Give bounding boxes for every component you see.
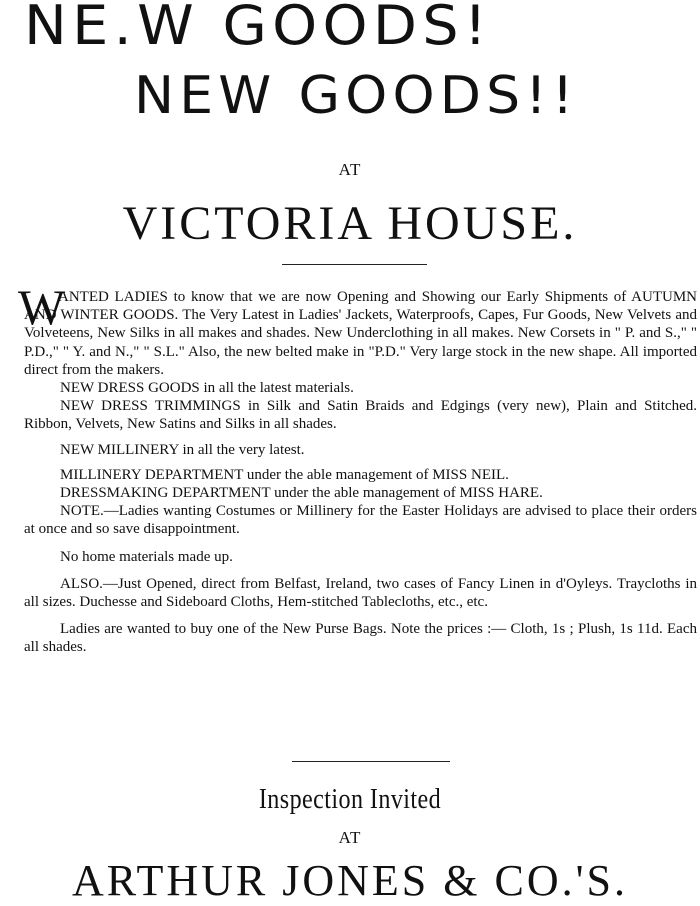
drop-cap: W — [18, 279, 66, 335]
firm-name: ARTHUR JONES & CO.'S. — [71, 856, 629, 905]
paragraph-dress-goods: NEW DRESS GOODS in all the latest materials. — [60, 380, 354, 397]
paragraph-dressmaking-department: DRESSMAKING DEPARTMENT under the able management of MISS HARE. — [60, 485, 543, 502]
divider-rule-lower — [292, 761, 450, 762]
paragraph-purse-bags: Ladies are wanted to buy one of the New Purse Bags. Note the prices :— Cloth, 1s ; Plush, 1s 11d. Each all shades. — [24, 621, 697, 656]
paragraph-also-linen: ALSO.—Just Opened, direct from Belfast, Ireland, two cases of Fancy Linen in d'Oyleys. Traycloths in all sizes. Duchesse and Sideboard Cloths, Hem-stitched Tablecloths, etc., etc. — [24, 575, 697, 611]
paragraph-millinery-department: MILLINERY DEPARTMENT under the able management of MISS NEIL. — [60, 466, 509, 483]
paragraph-dress-trimmings: NEW DRESS TRIMMINGS in Silk and Satin Braids and Edgings (very new), Plain and Stitched. Ribbon, Velvets, New Satins and Silks in all shades. — [24, 398, 697, 433]
paragraph-note: NOTE.—Ladies wanting Costumes or Millinery for the Easter Holidays are advised to place their orders at once and so save disappointment. — [24, 503, 697, 538]
at-label: AT — [338, 160, 362, 179]
divider-rule — [282, 264, 427, 265]
advertisement-body — [24, 288, 697, 657]
paragraph-announcement: ANTED LADIES to know that we are now Opening and Showing our Early Shipments of AUTUMN AND WINTER GOODS. The Very Latest in Ladies' Jackets, Waterproofs, Capes, Fur Goods, New Velvets and Volveteens, New Silks in all makes and shades. New Underclothing in all makes. New Corsets in " P. and S.," " P.D.," " Y. and N.," " S.L." Also, the new belted make in "P.D." Very large stock in the new shape. All imported direct from the makers. — [24, 289, 697, 378]
at-label-lower: AT — [338, 828, 362, 847]
paragraph-home-materials: No home materials made up. — [60, 548, 233, 565]
headline-new-goods-repeat: NEW GOODS!! — [134, 66, 579, 126]
paragraph-millinery: NEW MILLINERY in all the very latest. — [60, 441, 305, 458]
inspection-invited: Inspection Invited — [258, 784, 442, 815]
store-name: VICTORIA HOUSE. — [122, 197, 578, 250]
headline-new-goods: NE.W GOODS! — [24, 0, 493, 57]
